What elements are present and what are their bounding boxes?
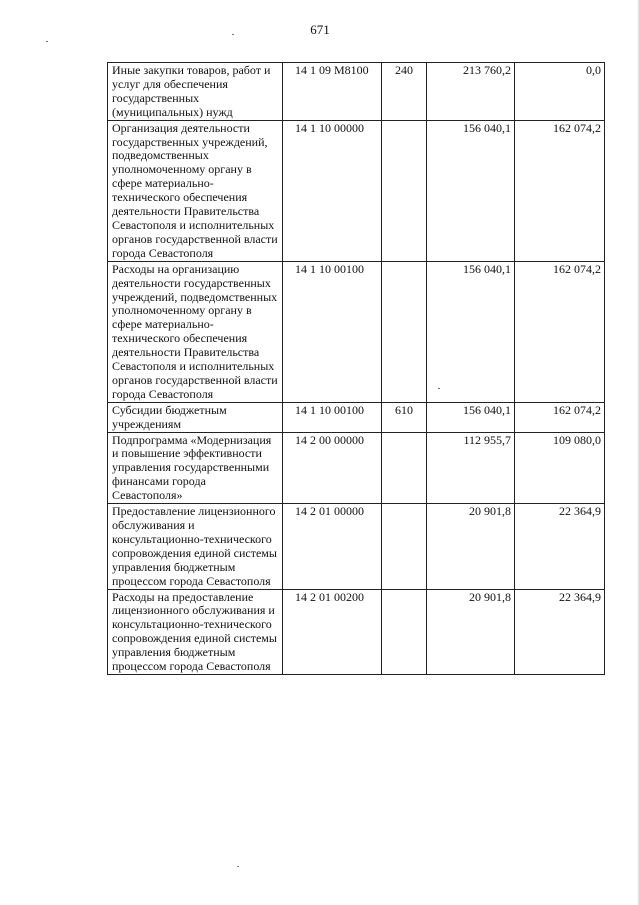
row-name: Субсидии бюджетным учреждениям (108, 402, 283, 432)
scan-speck (438, 388, 440, 389)
row-name: Предоставление лицензионного обслуживания и консультационно-технического сопровождения единой системы управления бюджетным процессом города Севастополя (108, 504, 283, 589)
scan-speck (46, 41, 48, 42)
table-row (108, 432, 605, 504)
row-code: 14 2 00 00000 (283, 432, 382, 504)
row-code: 14 2 01 00200 (283, 589, 382, 674)
row-expense-type (382, 261, 427, 402)
table-row (108, 402, 605, 432)
row-code: 14 1 10 00100 (283, 261, 382, 402)
scan-speck (232, 34, 234, 35)
row-expense-type: 610 (382, 402, 427, 432)
row-sum-2: 109 080,0 (515, 432, 605, 504)
row-expense-type (382, 120, 427, 261)
table-row (108, 261, 605, 402)
row-name: Расходы на предоставление лицензионного обслуживания и консультационно-технического сопровождения единой системы управления бюджетным процессом города Севастополя (108, 589, 283, 674)
row-sum-1: 20 901,8 (427, 504, 515, 589)
row-sum-2: 22 364,9 (515, 504, 605, 589)
row-code: 14 1 10 00000 (283, 120, 382, 261)
row-sum-1: 156 040,1 (427, 261, 515, 402)
scan-speck (237, 866, 239, 867)
row-sum-1: 112 955,7 (427, 432, 515, 504)
table-row (108, 120, 605, 261)
row-sum-2: 162 074,2 (515, 402, 605, 432)
row-sum-2: 162 074,2 (515, 120, 605, 261)
page-number: 671 (310, 22, 330, 37)
row-name: Организация деятельности государственных учреждений, подведомственных уполномоченному органу в сфере материально-технического обеспечения деятельности Правительства Севастополя и исполнительных органов государственной власти города Севастополя (108, 120, 283, 261)
row-sum-2: 162 074,2 (515, 261, 605, 402)
budget-table (107, 62, 605, 675)
row-expense-type (382, 432, 427, 504)
row-expense-type (382, 504, 427, 589)
row-code: 14 1 10 00100 (283, 402, 382, 432)
table-row (108, 589, 605, 674)
row-name: Иные закупки товаров, работ и услуг для обеспечения государственных (муниципальных) нужд (108, 63, 283, 121)
row-code: 14 1 09 М8100 (283, 63, 382, 121)
row-sum-1: 213 760,2 (427, 63, 515, 121)
row-name: Подпрограмма «Модернизация и повышение эффективности управления государственными финансами города Севастополя» (108, 432, 283, 504)
row-sum-2: 22 364,9 (515, 589, 605, 674)
row-sum-1: 20 901,8 (427, 589, 515, 674)
row-code: 14 2 01 00000 (283, 504, 382, 589)
row-sum-2: 0,0 (515, 63, 605, 121)
table-row (108, 63, 605, 121)
row-sum-1: 156 040,1 (427, 402, 515, 432)
row-name: Расходы на организацию деятельности государственных учреждений, подведомственных уполномоченному органу в сфере материально-технического обеспечения деятельности Правительства Севастополя и исполнительных органов государственной власти города Севастополя (108, 261, 283, 402)
row-sum-1: 156 040,1 (427, 120, 515, 261)
table-row (108, 504, 605, 589)
row-expense-type (382, 589, 427, 674)
row-expense-type: 240 (382, 63, 427, 121)
